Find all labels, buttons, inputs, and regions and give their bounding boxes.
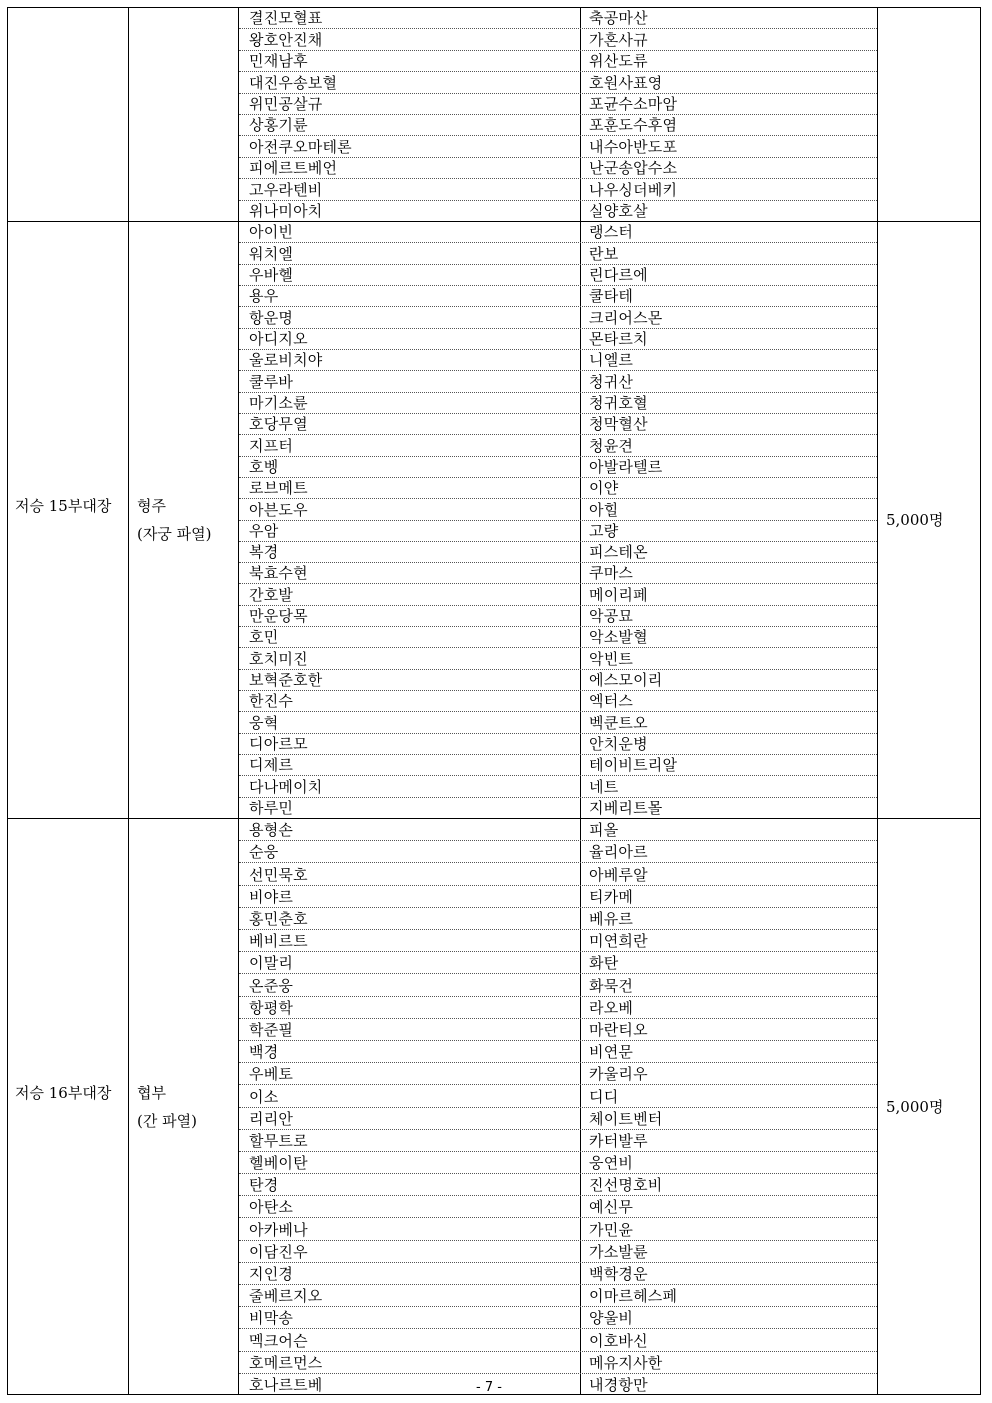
member-name-right: 마란티오 [589, 1020, 648, 1039]
leader-cell: 형주 (자궁 파열) [137, 496, 212, 543]
member-name-right: 양울비 [589, 1309, 634, 1328]
row-divider [239, 711, 877, 712]
member-name-right: 메유지사한 [589, 1353, 663, 1372]
member-name-left: 지프터 [249, 436, 294, 455]
troop-count-cell: 5,000명 [886, 510, 944, 529]
member-name-left: 로브메트 [249, 479, 308, 498]
row-divider [239, 520, 877, 521]
member-name-right: 악빈트 [589, 649, 634, 668]
member-name-left: 마기소륜 [249, 393, 308, 412]
row-divider [239, 328, 877, 329]
member-name-right: 악소발혈 [589, 628, 648, 647]
member-name-right: 린다르에 [589, 265, 648, 284]
row-divider [239, 1240, 877, 1241]
member-name-left: 디아르모 [249, 735, 308, 754]
member-name-left: 아이빈 [249, 223, 294, 242]
row-divider [239, 647, 877, 648]
row-divider [239, 477, 877, 478]
member-name-left: 지인경 [249, 1265, 294, 1284]
member-name-right: 화묵건 [589, 976, 634, 995]
row-divider [239, 996, 877, 997]
member-name-left: 한진수 [249, 692, 294, 711]
member-name-left: 호메르먼스 [249, 1353, 323, 1372]
member-name-right: 악공묘 [589, 607, 634, 626]
member-name-right: 메이리페 [589, 585, 648, 604]
member-name-right: 랭스터 [589, 223, 634, 242]
member-name-right: 난군송압수소 [589, 159, 678, 178]
member-name-right: 아발라텔르 [589, 457, 663, 476]
member-name-right: 위산도류 [589, 52, 648, 71]
member-name-right: 가소발륜 [589, 1242, 648, 1261]
member-name-left: 온준웅 [249, 976, 294, 995]
member-name-left: 보혁준호한 [249, 671, 323, 690]
row-divider [239, 797, 877, 798]
member-name-left: 호당무열 [249, 415, 308, 434]
member-name-left: 호벵 [249, 457, 279, 476]
member-name-right: 네트 [589, 777, 619, 796]
column-divider [877, 7, 878, 1395]
member-name-left: 쿨루바 [249, 372, 294, 391]
member-name-right: 청윤견 [589, 436, 634, 455]
member-name-left: 다나메이치 [249, 777, 323, 796]
row-divider [239, 264, 877, 265]
row-divider [239, 1018, 877, 1019]
member-name-left: 항평학 [249, 998, 294, 1017]
member-name-left: 비막송 [249, 1309, 294, 1328]
member-name-right: 카터발루 [589, 1131, 648, 1150]
member-name-right: 청귀호혈 [589, 393, 648, 412]
row-divider [239, 1217, 877, 1218]
row-divider [239, 626, 877, 627]
member-name-right: 예신무 [589, 1198, 634, 1217]
member-name-left: 우베토 [249, 1065, 294, 1084]
row-divider [239, 733, 877, 734]
row-divider [239, 907, 877, 908]
member-name-left: 용우 [249, 287, 279, 306]
member-name-left: 하루민 [249, 799, 294, 817]
member-name-right: 청막혈산 [589, 415, 648, 434]
row-divider [239, 1306, 877, 1307]
row-divider [239, 413, 877, 414]
member-name-left: 학준필 [249, 1020, 294, 1039]
row-divider [239, 562, 877, 563]
row-divider [239, 605, 877, 606]
row-divider [239, 583, 877, 584]
member-name-right: 나우싱더베키 [589, 180, 678, 199]
member-name-left: 워치엘 [249, 244, 294, 263]
member-name-right: 고량 [589, 521, 619, 540]
member-name-left: 우바헬 [249, 265, 294, 284]
column-divider [128, 7, 129, 1395]
row-divider [239, 114, 877, 115]
member-name-left: 이말리 [249, 954, 294, 973]
row-divider [239, 669, 877, 670]
table-frame [7, 7, 981, 1395]
member-name-left: 상홍기륜 [249, 116, 308, 135]
row-divider [239, 690, 877, 691]
member-name-left: 결진모혈표 [249, 9, 323, 28]
row-divider [239, 1351, 877, 1352]
member-name-left: 이소 [249, 1087, 279, 1106]
member-name-left: 복경 [249, 543, 279, 562]
row-divider [239, 1040, 877, 1041]
member-name-left: 아탄소 [249, 1198, 294, 1217]
row-divider [239, 349, 877, 350]
row-divider [239, 50, 877, 51]
leader-cell: 협부 (간 파열) [137, 1083, 197, 1130]
member-name-right: 내경항만 [589, 1376, 648, 1394]
member-name-right: 포균수소마암 [589, 95, 678, 113]
member-name-right: 미연희란 [589, 932, 648, 951]
member-name-right: 내수아반도포 [589, 137, 678, 156]
member-name-left: 순웅 [249, 843, 279, 862]
member-name-left: 간호발 [249, 585, 294, 604]
row-divider [239, 754, 877, 755]
member-name-right: 가민윤 [589, 1220, 634, 1239]
member-name-right: 웅연비 [589, 1154, 634, 1173]
member-name-left: 선민묵호 [249, 865, 308, 884]
row-divider [239, 973, 877, 974]
member-name-right: 축공마산 [589, 9, 648, 28]
member-name-right: 백학경운 [589, 1265, 648, 1284]
row-divider [239, 929, 877, 930]
member-name-left: 아카베나 [249, 1220, 308, 1239]
row-divider [239, 1373, 877, 1374]
row-divider [239, 1151, 877, 1152]
member-name-right: 율리아르 [589, 843, 648, 862]
column-divider [238, 7, 239, 1395]
row-divider [239, 1107, 877, 1108]
row-divider [239, 862, 877, 863]
member-name-left: 위민공살규 [249, 95, 323, 113]
member-name-right: 이얀 [589, 479, 619, 498]
column-divider [580, 7, 581, 1395]
row-divider [239, 370, 877, 371]
row-divider [239, 1129, 877, 1130]
row-divider [239, 840, 877, 841]
member-name-left: 디제르 [249, 756, 294, 775]
unit-cell: 저승 16부대장 [15, 1083, 112, 1102]
member-name-left: 왕호안진채 [249, 30, 323, 49]
member-name-right: 실양호살 [589, 202, 648, 220]
member-name-left: 베비르트 [249, 932, 308, 951]
member-name-left: 울로비치야 [249, 351, 323, 370]
row-divider [239, 1084, 877, 1085]
row-divider [239, 498, 877, 499]
member-name-left: 아전쿠오마테론 [249, 137, 352, 156]
row-divider [239, 306, 877, 307]
member-name-right: 란보 [589, 244, 619, 263]
member-name-right: 에스모이리 [589, 671, 663, 690]
row-divider [239, 1062, 877, 1063]
member-name-right: 가혼사규 [589, 30, 648, 49]
row-divider [239, 1173, 877, 1174]
member-name-right: 진선명호비 [589, 1176, 663, 1195]
member-name-left: 용형손 [249, 821, 294, 840]
member-name-right: 티카메 [589, 887, 634, 906]
member-name-left: 만운당목 [249, 607, 308, 626]
member-name-right: 포훈도수후염 [589, 116, 678, 135]
member-name-left: 비야르 [249, 887, 294, 906]
row-divider [239, 285, 877, 286]
member-name-left: 리리안 [249, 1109, 294, 1128]
member-name-right: 니엘르 [589, 351, 634, 370]
member-name-right: 라오베 [589, 998, 634, 1017]
member-name-right: 엑터스 [589, 692, 634, 711]
member-name-left: 할무트로 [249, 1131, 308, 1150]
row-divider [239, 1284, 877, 1285]
member-name-left: 헬베이탄 [249, 1154, 308, 1173]
row-divider [239, 1328, 877, 1329]
member-name-left: 멕크어슨 [249, 1331, 308, 1350]
member-name-right: 쿨타테 [589, 287, 634, 306]
row-divider [239, 541, 877, 542]
member-name-right: 벡쿤트오 [589, 713, 648, 732]
member-name-right: 화탄 [589, 954, 619, 973]
row-divider [239, 28, 877, 29]
row-divider [239, 200, 877, 201]
member-name-left: 민재남후 [249, 52, 308, 71]
member-name-left: 호나르트베 [249, 1376, 323, 1394]
row-divider [239, 885, 877, 886]
member-name-right: 안치운병 [589, 735, 648, 754]
row-divider [239, 178, 877, 179]
member-name-right: 이마르헤스페 [589, 1287, 678, 1306]
member-name-right: 테이비트리알 [589, 756, 678, 775]
member-name-left: 아디지오 [249, 329, 308, 348]
row-divider [239, 456, 877, 457]
member-name-left: 이담진우 [249, 1242, 308, 1261]
member-name-right: 호원사표영 [589, 73, 663, 92]
section-divider [7, 818, 981, 819]
troop-count-cell: 5,000명 [886, 1097, 944, 1116]
row-divider [239, 1262, 877, 1263]
member-name-right: 피스테온 [589, 543, 648, 562]
member-name-left: 우암 [249, 521, 279, 540]
section-divider [7, 221, 981, 222]
member-name-left: 줄베르지오 [249, 1287, 323, 1306]
member-name-left: 백경 [249, 1043, 279, 1062]
member-name-right: 아힐 [589, 500, 619, 519]
member-name-left: 고우라텐비 [249, 180, 323, 199]
row-divider [239, 242, 877, 243]
member-name-left: 대진우송보혈 [249, 73, 338, 92]
member-name-left: 피에르트베언 [249, 159, 338, 178]
member-name-right: 피올 [589, 821, 619, 840]
unit-cell: 저승 15부대장 [15, 496, 112, 515]
member-name-right: 지베리트몰 [589, 799, 663, 817]
row-divider [239, 951, 877, 952]
row-divider [239, 434, 877, 435]
row-divider [239, 775, 877, 776]
member-name-left: 홍민춘호 [249, 909, 308, 928]
member-name-right: 쿠마스 [589, 564, 634, 583]
page-number: - 7 - [476, 1380, 502, 1395]
member-name-right: 이호바신 [589, 1331, 648, 1350]
member-name-right: 비연문 [589, 1043, 634, 1062]
member-name-left: 위나미아치 [249, 202, 323, 220]
member-name-left: 웅혁 [249, 713, 279, 732]
member-name-left: 호치미진 [249, 649, 308, 668]
row-divider [239, 1195, 877, 1196]
member-name-left: 아븐도우 [249, 500, 308, 519]
member-name-right: 크리어스몬 [589, 308, 663, 327]
row-divider [239, 392, 877, 393]
member-name-right: 카울리우 [589, 1065, 648, 1084]
member-name-left: 항운명 [249, 308, 294, 327]
member-name-left: 탄경 [249, 1176, 279, 1195]
member-name-right: 디디 [589, 1087, 619, 1106]
member-name-left: 호민 [249, 628, 279, 647]
member-name-right: 몬타르치 [589, 329, 648, 348]
member-name-right: 베유르 [589, 909, 634, 928]
member-name-right: 아베루알 [589, 865, 648, 884]
member-name-left: 북효수현 [249, 564, 308, 583]
row-divider [239, 93, 877, 94]
member-name-right: 체이트벤터 [589, 1109, 663, 1128]
member-name-right: 청귀산 [589, 372, 634, 391]
